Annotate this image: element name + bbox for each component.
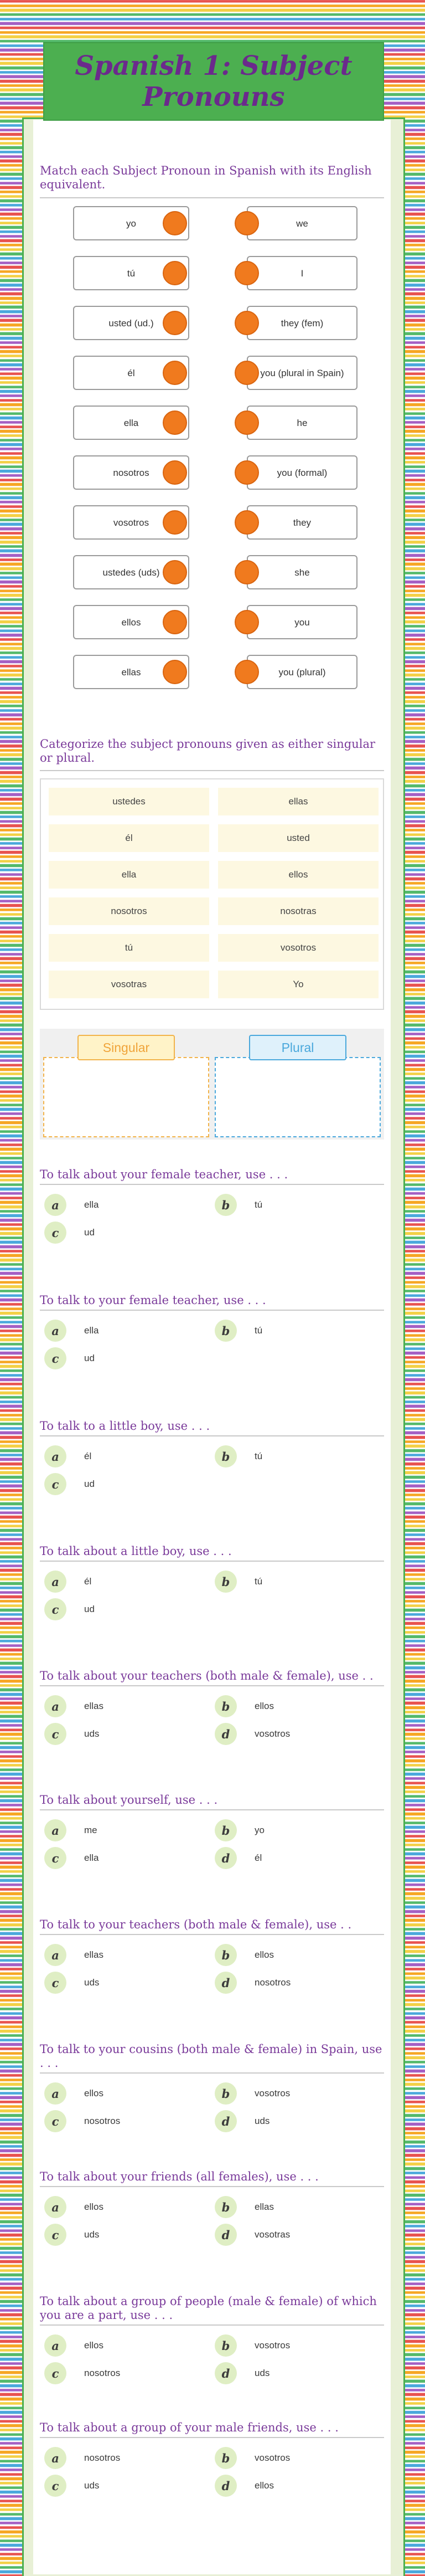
answer-option[interactable] (215, 1571, 262, 1593)
option-text: ellos (84, 2202, 103, 2212)
option-text: yo (255, 1825, 265, 1835)
question-divider (40, 2072, 384, 2074)
answer-option[interactable] (215, 1445, 262, 1467)
option-text: tú (255, 1325, 263, 1336)
mc-question: To talk about a group of your male friends, use . . . (40, 2421, 339, 2434)
match-right-connector[interactable] (235, 660, 259, 684)
category-chip[interactable]: ellos (218, 861, 379, 889)
match-left-connector[interactable] (163, 460, 187, 485)
question-divider (40, 1184, 384, 1185)
option-letter-badge[interactable]: b (215, 2334, 237, 2357)
answer-option[interactable] (44, 1972, 99, 1994)
option-letter-badge[interactable]: c (44, 1972, 66, 1994)
match-left-connector[interactable] (163, 660, 187, 684)
option-text: ud (84, 1353, 95, 1363)
option-letter-badge[interactable]: a (44, 1695, 66, 1717)
question-divider (40, 2437, 384, 2438)
option-letter-badge[interactable]: b (215, 1695, 237, 1717)
option-text: él (84, 1451, 92, 1461)
answer-option[interactable] (44, 1847, 99, 1869)
option-text: tú (255, 1199, 263, 1210)
answer-option[interactable] (215, 1723, 290, 1745)
option-letter-badge[interactable]: b (215, 1445, 237, 1467)
category-chip[interactable]: vosotras (49, 971, 209, 998)
answer-option[interactable] (215, 2196, 274, 2218)
option-text: ellos (255, 1949, 274, 1960)
option-letter-badge[interactable]: c (44, 1598, 66, 1620)
category-chip[interactable]: nosotros (49, 897, 209, 925)
option-letter-badge[interactable]: d (215, 2362, 237, 2384)
option-letter-badge[interactable]: d (215, 1723, 237, 1745)
answer-option[interactable] (44, 1445, 91, 1467)
category-chip[interactable]: ustedes (49, 788, 209, 815)
option-text: ellos (84, 2340, 103, 2351)
answer-option[interactable] (44, 2224, 99, 2246)
question-divider (40, 770, 384, 771)
option-text: uds (84, 1977, 100, 1988)
option-text: él (84, 1576, 92, 1587)
plural-label: Plural (249, 1035, 346, 1060)
option-letter-badge[interactable]: d (215, 2224, 237, 2246)
answer-option[interactable] (215, 2475, 274, 2497)
match-right-connector[interactable] (235, 311, 259, 335)
match-left-connector[interactable] (163, 560, 187, 584)
option-text: tú (255, 1451, 263, 1461)
question-divider (40, 1561, 384, 1562)
answer-option[interactable] (44, 1695, 103, 1717)
mc-question: To talk to your teachers (both male & female), use . . (40, 1918, 352, 1931)
answer-option[interactable] (44, 1944, 103, 1966)
answer-option[interactable] (44, 2196, 103, 2218)
question-divider (40, 2186, 384, 2187)
option-letter-badge[interactable]: b (215, 2196, 237, 2218)
match-right-item[interactable]: they (fem) (247, 306, 357, 340)
matching-question: Match each Subject Pronoun in Spanish with its English equivalent. (40, 164, 372, 191)
category-chip[interactable]: ella (49, 861, 209, 889)
option-text: tú (255, 1576, 263, 1587)
option-letter-badge[interactable]: d (215, 2475, 237, 2497)
option-letter-badge[interactable]: d (215, 1972, 237, 1994)
match-left-item[interactable]: ustedes (uds) (73, 555, 189, 589)
answer-option[interactable] (215, 1695, 274, 1717)
option-letter-badge[interactable]: a (44, 2082, 66, 2105)
answer-option[interactable] (215, 1847, 262, 1869)
option-letter-badge[interactable]: a (44, 1445, 66, 1467)
title-banner (43, 42, 384, 121)
answer-option[interactable] (215, 2334, 290, 2357)
question-divider (40, 1934, 384, 1935)
answer-option[interactable] (44, 1598, 95, 1620)
match-right-connector[interactable] (235, 610, 259, 634)
answer-option[interactable] (44, 1320, 99, 1342)
question-divider (40, 2324, 384, 2326)
option-text: me (84, 1825, 97, 1835)
match-left-connector[interactable] (163, 361, 187, 385)
match-left-connector[interactable] (163, 510, 187, 535)
match-right-connector[interactable] (235, 510, 259, 535)
mc-question: To talk to a little boy, use . . . (40, 1419, 210, 1433)
answer-option[interactable] (215, 1944, 274, 1966)
match-right-connector[interactable] (235, 410, 259, 435)
match-right-item[interactable]: you (plural) (247, 655, 357, 689)
page-title: Spanish 1: Subject Pronouns (75, 50, 353, 112)
mc-question: To talk to your cousins (both male & female) in Spain, use . . . (40, 2043, 382, 2070)
plural-drop-area[interactable] (215, 1057, 381, 1137)
match-left-item[interactable]: tú (73, 256, 189, 290)
answer-option[interactable] (215, 1320, 262, 1342)
option-text: ellas (255, 2202, 274, 2212)
match-left-item[interactable]: él (73, 356, 189, 390)
question-divider (40, 1310, 384, 1311)
mc-question: To talk about a group of people (male & female) of which you are a part, use . . . (40, 2295, 377, 2322)
option-text: ellos (255, 2480, 274, 2491)
answer-option[interactable] (44, 1222, 95, 1244)
match-right-connector[interactable] (235, 211, 259, 235)
option-text: ella (84, 1325, 99, 1336)
option-letter-badge[interactable]: b (215, 2447, 237, 2469)
match-right-item[interactable]: you (formal) (247, 455, 357, 490)
match-right-item[interactable]: he (247, 406, 357, 440)
match-right-item[interactable]: you (plural in Spain) (247, 356, 357, 390)
option-letter-badge[interactable]: c (44, 2475, 66, 2497)
answer-option[interactable] (215, 1194, 262, 1216)
question-divider (40, 1809, 384, 1810)
answer-option[interactable] (215, 2447, 290, 2469)
option-text: ud (84, 1227, 95, 1238)
mc-question: To talk about your teachers (both male & female), use . . (40, 1669, 374, 1682)
option-letter-badge[interactable]: a (44, 1819, 66, 1841)
option-text: ellas (84, 1701, 103, 1711)
answer-option[interactable] (215, 2110, 269, 2132)
match-left-connector[interactable] (163, 610, 187, 634)
option-letter-badge[interactable]: c (44, 1847, 66, 1869)
option-letter-badge[interactable]: a (44, 1944, 66, 1966)
answer-option[interactable] (44, 1571, 91, 1593)
option-text: ud (84, 1604, 95, 1614)
option-letter-badge[interactable]: b (215, 1819, 237, 1841)
option-letter-badge[interactable]: a (44, 2447, 66, 2469)
mc-question: To talk to your female teacher, use . . . (40, 1294, 266, 1307)
option-text: uds (84, 1728, 100, 1739)
option-text: ella (84, 1199, 99, 1210)
option-letter-badge[interactable]: a (44, 2196, 66, 2218)
option-text: nosotros (84, 2452, 121, 2463)
option-text: vosotras (255, 2229, 291, 2240)
match-left-connector[interactable] (163, 261, 187, 285)
question-divider (40, 197, 384, 198)
answer-option[interactable] (44, 1194, 99, 1216)
option-letter-badge[interactable]: c (44, 2224, 66, 2246)
match-left-item[interactable]: ella (73, 406, 189, 440)
option-letter-badge[interactable]: a (44, 1571, 66, 1593)
answer-option[interactable] (44, 2110, 120, 2132)
match-left-connector[interactable] (163, 211, 187, 235)
answer-option[interactable] (44, 2362, 120, 2384)
match-left-item[interactable]: usted (ud.) (73, 306, 189, 340)
mc-question: To talk about your friends (all females), use . . . (40, 2170, 319, 2183)
option-letter-badge[interactable]: b (215, 1320, 237, 1342)
option-letter-badge[interactable]: c (44, 1473, 66, 1495)
answer-option[interactable] (44, 1473, 95, 1495)
match-right-item[interactable]: she (247, 555, 357, 589)
option-text: él (255, 1853, 262, 1863)
answer-option[interactable] (215, 2082, 290, 2105)
option-letter-badge[interactable]: a (44, 1320, 66, 1342)
option-text: ellas (84, 1949, 103, 1960)
option-text: uds (255, 2116, 270, 2126)
category-chip[interactable]: tú (49, 934, 209, 962)
match-right-connector[interactable] (235, 361, 259, 385)
option-text: uds (84, 2480, 100, 2491)
answer-option[interactable] (44, 1723, 99, 1745)
match-left-item[interactable]: ellos (73, 605, 189, 639)
option-letter-badge[interactable]: d (215, 1847, 237, 1869)
match-right-connector[interactable] (235, 261, 259, 285)
match-right-item[interactable]: they (247, 505, 357, 540)
match-right-connector[interactable] (235, 460, 259, 485)
option-text: nosotros (84, 2116, 121, 2126)
option-letter-badge[interactable]: c (44, 2110, 66, 2132)
singular-drop-area[interactable] (43, 1057, 209, 1137)
category-chip[interactable]: Yo (218, 971, 379, 998)
match-right-item[interactable]: you (247, 605, 357, 639)
mc-question: To talk about your female teacher, use . . . (40, 1168, 288, 1181)
option-text: nosotros (255, 1977, 291, 1988)
option-letter-badge[interactable]: b (215, 1944, 237, 1966)
option-letter-badge[interactable]: a (44, 2334, 66, 2357)
option-text: uds (84, 2229, 100, 2240)
option-text: nosotros (84, 2368, 121, 2378)
option-letter-badge[interactable]: d (215, 2110, 237, 2132)
match-left-connector[interactable] (163, 311, 187, 335)
match-left-connector[interactable] (163, 410, 187, 435)
option-text: ud (84, 1479, 95, 1489)
match-left-item[interactable]: vosotros (73, 505, 189, 540)
match-left-item[interactable]: yo (73, 206, 189, 240)
answer-option[interactable] (44, 2082, 103, 2105)
answer-option[interactable] (44, 1819, 97, 1841)
answer-option[interactable] (215, 2362, 269, 2384)
option-letter-badge[interactable]: c (44, 1723, 66, 1745)
option-text: uds (255, 2368, 270, 2378)
match-left-item[interactable]: nosotros (73, 455, 189, 490)
category-chip[interactable]: él (49, 824, 209, 852)
option-text: vosotros (255, 2088, 291, 2098)
answer-option[interactable] (44, 1347, 95, 1369)
option-text: ellos (84, 2088, 103, 2098)
option-text: vosotros (255, 1728, 291, 1739)
option-text: ella (84, 1853, 99, 1863)
singular-label: Singular (77, 1035, 175, 1060)
option-letter-badge[interactable]: b (215, 1194, 237, 1216)
option-text: ellos (255, 1701, 274, 1711)
match-right-item[interactable]: I (247, 256, 357, 290)
category-chip[interactable]: nosotras (218, 897, 379, 925)
answer-option[interactable] (44, 2475, 99, 2497)
answer-option[interactable] (215, 1972, 291, 1994)
match-right-connector[interactable] (235, 560, 259, 584)
mc-question: To talk about a little boy, use . . . (40, 1544, 232, 1558)
categorize-question: Categorize the subject pronouns given as either singular or plural. (40, 737, 376, 764)
match-left-item[interactable]: ellas (73, 655, 189, 689)
question-divider (40, 1435, 384, 1436)
answer-option[interactable] (44, 2334, 103, 2357)
answer-option[interactable] (215, 1819, 265, 1841)
option-letter-badge[interactable]: a (44, 1194, 66, 1216)
option-text: vosotros (255, 2340, 291, 2351)
question-divider (40, 1685, 384, 1686)
option-letter-badge[interactable]: b (215, 1571, 237, 1593)
option-letter-badge[interactable]: c (44, 1222, 66, 1244)
option-letter-badge[interactable]: c (44, 2362, 66, 2384)
category-chip[interactable]: usted (218, 824, 379, 852)
match-right-item[interactable]: we (247, 206, 357, 240)
mc-question: To talk about yourself, use . . . (40, 1793, 218, 1807)
answer-option[interactable] (215, 2224, 290, 2246)
answer-option[interactable] (44, 2447, 120, 2469)
option-letter-badge[interactable]: c (44, 1347, 66, 1369)
option-text: vosotros (255, 2452, 291, 2463)
option-letter-badge[interactable]: b (215, 2082, 237, 2105)
category-chip[interactable]: vosotros (218, 934, 379, 962)
category-chip[interactable]: ellas (218, 788, 379, 815)
